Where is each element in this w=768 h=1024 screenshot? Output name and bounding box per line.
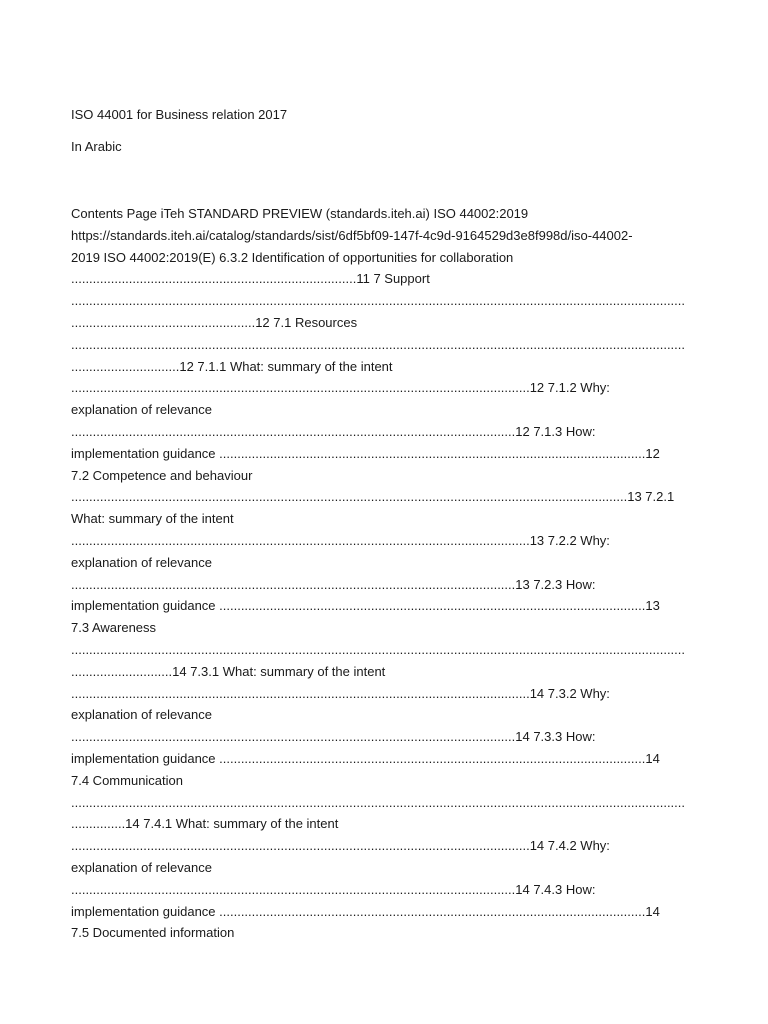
toc-line: ...............14 7.4.1 What: summary of the intent	[71, 816, 339, 832]
toc-line: explanation of relevance	[71, 859, 212, 875]
toc-line: ...........................................................................................................................12 7.1.3 How:	[71, 423, 596, 439]
toc-line: ...........................................................................................................................13 7.2.3 How:	[71, 576, 596, 592]
toc-line: ............................14 7.3.1 What: summary of the intent	[71, 663, 386, 679]
toc-line: implementation guidance ......................................................................................................................14	[71, 903, 660, 919]
toc-line: ...............................................................................................................................14 7.3.2 Why:	[71, 685, 610, 701]
toc-line: 2019 ISO 44002:2019(E) 6.3.2 Identification of opportunities for collaboration	[71, 249, 514, 265]
toc-line: ...............................................................................................................................12 7.1.2 Why:	[71, 380, 610, 396]
toc-line: 7.2 Competence and behaviour	[71, 467, 253, 483]
table-of-contents	[71, 203, 699, 944]
toc-line: implementation guidance ......................................................................................................................12	[71, 445, 660, 461]
toc-line: https://standards.iteh.ai/catalog/standards/sist/6df5bf09-147f-4c9d-9164529d3e8f998d/iso-44002-	[71, 227, 633, 243]
toc-line: ..........................................................................................................................................................13 7.2.1	[71, 489, 675, 505]
toc-line: ..........................................................................................................................................................................	[71, 336, 686, 352]
toc-line: ..........................................................................................................................................................................	[71, 794, 686, 810]
toc-line: implementation guidance ......................................................................................................................14	[71, 750, 660, 766]
document-title: ISO 44001 for Business relation 2017	[71, 107, 288, 122]
toc-line: ..........................................................................................................................................................................	[71, 293, 686, 309]
document-subtitle: In Arabic	[71, 139, 122, 154]
toc-line: 7.4 Communication	[71, 772, 183, 788]
toc-line: 7.3 Awareness	[71, 620, 157, 636]
toc-line: ...........................................................................................................................14 7.3.3 How:	[71, 729, 596, 745]
toc-line: explanation of relevance	[71, 402, 212, 418]
toc-line: ...............................................................................11 7 Support	[71, 271, 430, 287]
toc-line: ...........................................................................................................................14 7.4.3 How:	[71, 881, 596, 897]
toc-line: implementation guidance ......................................................................................................................13	[71, 598, 660, 614]
toc-line: ...............................................................................................................................14 7.4.2 Why:	[71, 838, 610, 854]
toc-line: Contents Page iTeh STANDARD PREVIEW (standards.iteh.ai) ISO 44002:2019	[71, 206, 529, 221]
toc-line: explanation of relevance	[71, 554, 212, 570]
toc-line: ..............................12 7.1.1 What: summary of the intent	[71, 358, 393, 374]
toc-line: 7.5 Documented information	[71, 925, 235, 941]
toc-line: explanation of relevance	[71, 707, 212, 723]
toc-line: ..........................................................................................................................................................................	[71, 641, 686, 657]
toc-line: ...............................................................................................................................13 7.2.2 Why:	[71, 532, 610, 548]
toc-line: What: summary of the intent	[71, 511, 234, 527]
toc-line: ...................................................12 7.1 Resources	[71, 314, 358, 330]
